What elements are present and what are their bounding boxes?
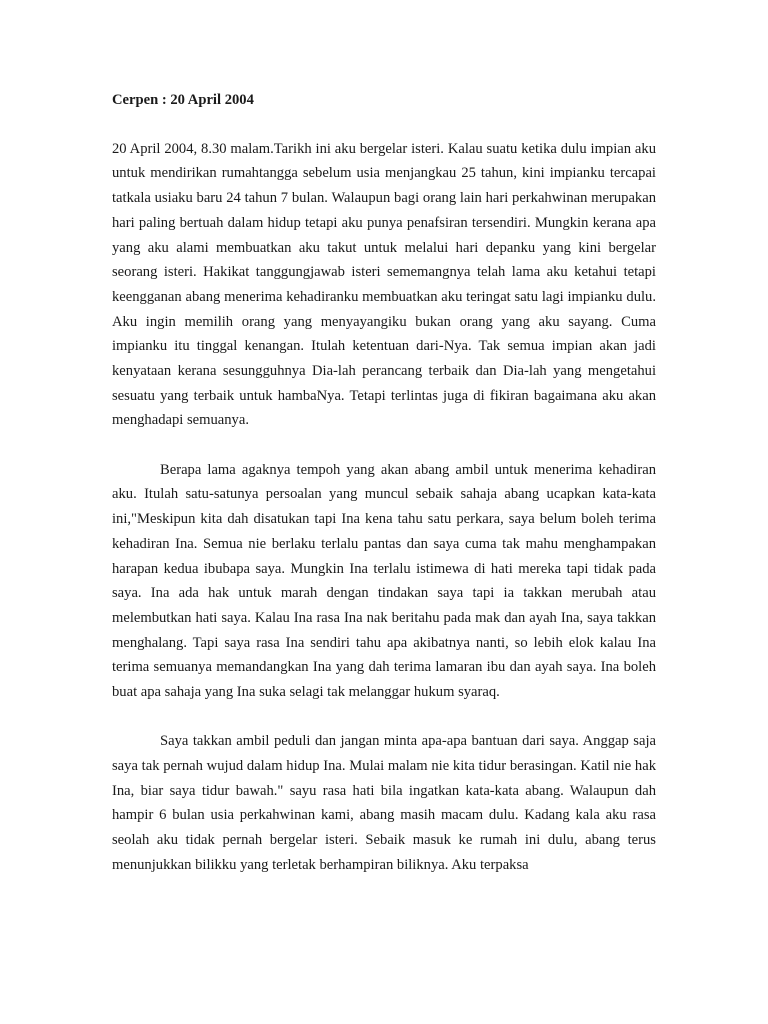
document-title: Cerpen : 20 April 2004 (112, 92, 254, 108)
paragraph-2: Berapa lama agaknya tempoh yang akan abang ambil untuk menerima kehadiran aku. Itulah satu-satunya persoalan yang muncul sebaik sahaja abang ucapkan kata-kata ini,"Meskipun kita dah disatukan tapi Ina kena tahu satu perkara, saya belum boleh terima kehadiran Ina. Semua nie berlaku terlalu pantas dan saya cuma tak mahu menghampakan harapan kedua ibubapa saya. Mungkin Ina terlalu istimewa di hati mereka tapi tidak pada saya. Ina ada hak untuk marah dengan tindakan saya tapi ia takkan merubah atau melembutkan hati saya. Kalau Ina rasa Ina nak beritahu pada mak dan ayah Ina, saya takkan menghalang. Tapi saya rasa Ina sendiri tahu apa akibatnya nanti, so lebih elok kalau Ina terima semuanya memandangkan Ina yang dah terima lamaran ibu dan ayah saya. Ina boleh buat apa sahaja yang Ina suka selagi tak melanggar hukum syaraq. (112, 461, 656, 701)
document-body (112, 88, 656, 902)
paragraph-3: Saya takkan ambil peduli dan jangan minta apa-apa bantuan dari saya. Anggap saja saya tak pernah wujud dalam hidup Ina. Mulai malam nie kita tidur berasingan. Katil nie hak Ina, biar saya tidur bawah." sayu rasa hati bila ingatkan kata-kata abang. Walaupun dah hampir 6 bulan usia perkahwinan kami, abang masih macam dulu. Kadang kala aku rasa seolah aku tidak pernah bergelar isteri. Sebaik masuk ke rumah ini dulu, abang terus menunjukkan bilikku yang terletak berhampiran biliknya. Aku terpaksa (112, 733, 656, 873)
paragraph-1: 20 April 2004, 8.30 malam.Tarikh ini aku bergelar isteri. Kalau suatu ketika dulu impian aku untuk mendirikan rumahtangga sebelum usia menjangkau 25 tahun, kini impianku tercapai tatkala usiaku baru 24 tahun 7 bulan. Walaupun bagi orang lain hari perkahwinan merupakan hari paling bertuah dalam hidup tetapi aku punya penafsiran tersendiri. Mungkin kerana apa yang aku alami membuatkan aku takut untuk melalui hari depanku yang kini bergelar seorang isteri. Hakikat tanggungjawab isteri sememangnya telah lama aku ketahui tetapi keengganan abang menerima kehadiranku membuatkan aku teringat satu lagi impianku dulu. Aku ingin memilih orang yang menyayangiku bukan orang yang aku sayang. Cuma impianku itu tinggal kenangan. Itulah ketentuan dari-Nya. Tak semua impian akan jadi kenyataan kerana sesungguhnya Dia-lah perancang terbaik dan Dia-lah yang mengetahui sesuatu yang terbaik untuk hambaNya. Tetapi terlintas juga di fikiran bagaimana aku akan menghadapi semuanya. (112, 140, 656, 429)
